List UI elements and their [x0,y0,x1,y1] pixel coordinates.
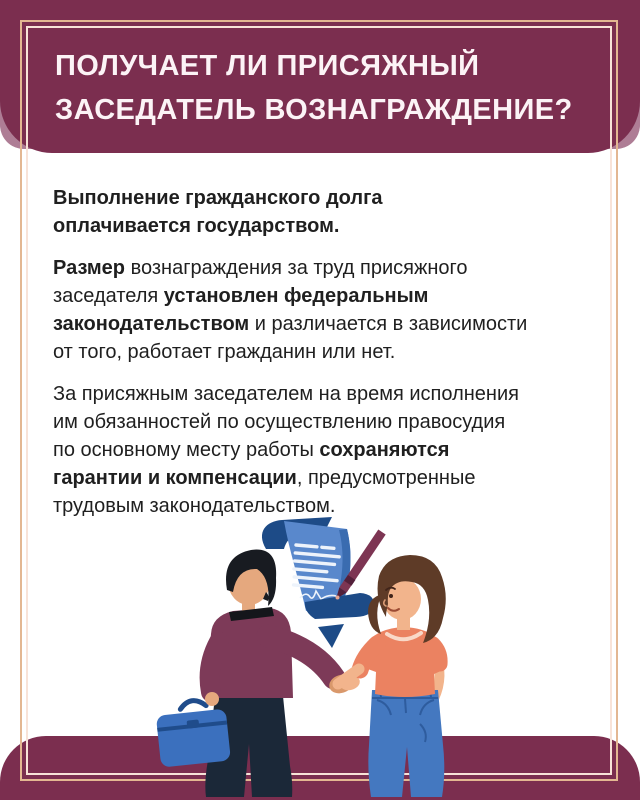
title-line: ПОЛУЧАЕТ ЛИ ПРИСЯЖНЫЙ [55,50,480,82]
text-line: трудовым законодательством. [53,495,336,517]
arrow-down-icon [318,624,344,648]
text-line: оплачивается государством. [53,215,340,237]
title-line: ЗАСЕДАТЕЛЬ ВОЗНАГРАЖДЕНИЕ? [55,94,573,126]
woman-figure [338,555,446,797]
text-line: За присяжным заседателем на время исполнения [53,383,519,405]
text-line: по основному месту работы сохраняются [53,439,450,461]
paragraph [53,184,601,240]
body-text [53,184,601,534]
text-line: законодательством и различается в зависимости [53,313,528,335]
text-line: Размер вознаграждения за труд присяжного [53,257,468,279]
man-left-arm [210,642,219,692]
page-title [55,44,604,132]
text-line: гарантии и компенсации, предусмотренные [53,467,476,489]
woman-right-sleeve [433,644,440,664]
paragraph [53,380,601,520]
man-left-hand [205,692,219,706]
paragraph [53,254,601,366]
handshake-illustration [0,500,640,800]
text-line: Выполнение гражданского долга [53,187,383,209]
text-line: заседателя установлен федеральным [53,285,429,307]
text-line: им обязанностей по осуществлению правосудия [53,411,506,433]
text-line: от того, работает гражданин или нет. [53,341,396,363]
